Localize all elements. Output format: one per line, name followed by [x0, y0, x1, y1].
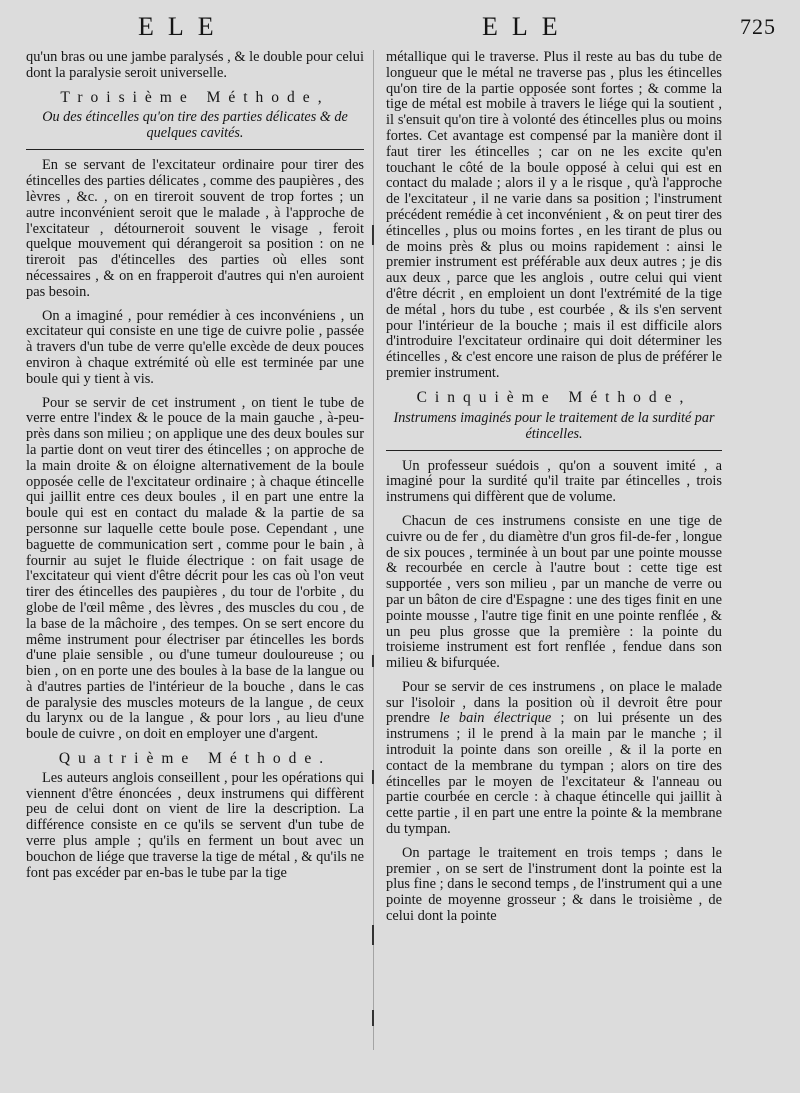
- running-head-left: ELE: [138, 12, 228, 41]
- paragraph: On a imaginé , pour remédier à ces inconvéniens , un excitateur qui consiste en une tige de cuivre polie , passée à travers d'un tube de verre qu'elle excède de deux pouces environ à chaque extrémité où elle est terminée par une boule qui y tient à vis.: [26, 307, 364, 387]
- paragraph: métallique qui le traverse. Plus il reste au bas du tube de longueur que le métal ne traverse pas , plus les étincelles qu'on tire de la partie opposée sont fortes ; & comme la tige de métal est mobile à travers le liége qui la soutient , il s'ensuit qu'on tire à volonté des étincelles plus ou moins fortes. Cet avantage est compensé par la manière dont il faut tirer les étincelles ; car on ne les excite qu'en touchant le côté de la boule opposé à celui qui est en contact du malade ; alors il y a le risque , qu'à l'approche de l'excitateur , il ne varie dans sa position ; l'instrument précédent remédie à cet inconvénient , & on peut tirer des étincelles , plus ou moins fortes , en les tirant de plus ou de moins près & plus ou moins rapidement : ainsi le premier instrument est préférable aux deux autres ; je dis aux deux , parce que les anglois , outre celui qui vient d'être décrit , en emploient un dont l'extrémité de la tige de métal , hors du tube , est courbée , & ils s'en servent pour l'intérieur de la bouche ; mais il est difficile alors d'introduire l'excitateur ordinaire qui doit déterminer les étincelles , & c'est encore une raison de plus de préférer le premier instrument.: [386, 49, 722, 381]
- paragraph: Un professeur suédois , qu'on a souvent imité , a imaginé pour la surdité qu'il traite par étincelles , trois instrumens qui diffèrent que de volume.: [386, 457, 722, 506]
- paragraph-text: ; on lui présente un des instrumens ; il le prend à la main par le manche ; il introduit la pointe dans son oreille , & il la porte en contact de la membrane du tympan ; alors on tire des étincelles par le moyen de l'excitateur & l'anneau ou partie courbée en cercle : à chaque étincelle qui jaillit à cette partie , il en part une entre la pointe & la membrane du tympan.: [386, 710, 722, 838]
- section-heading: Cinquième Méthode,: [416, 388, 692, 406]
- section-heading: Troisième Méthode,: [60, 88, 330, 106]
- paragraph: Les auteurs anglois conseillent , pour les opérations qui viennent d'être énoncées , deux instrumens qui diffèrent peu de celui dont on vient de lire la description. La différence consiste en ce qu'ils se servent d'un tube de verre plus ample ; qu'ils en ferment un bout avec un bouchon de liége que traverse la tige de métal , & qu'ils ne font pas excéder par en-bas le tube par la tige: [26, 769, 364, 881]
- heading-rule: [386, 450, 722, 451]
- column-divider-mark: [372, 655, 374, 667]
- section-heading: Quatrième Méthode.: [58, 750, 332, 768]
- column-divider-mark: [372, 925, 374, 945]
- page-number: 725: [740, 14, 776, 39]
- section-subheading: Ou des étincelles qu'on tire des parties délicates & de quelques cavités.: [42, 109, 348, 142]
- column-divider-mark: [372, 225, 374, 245]
- paragraph: On partage le traitement en trois temps ; dans le premier , on se sert de l'instrument dont la pointe est la plus fine ; dans le second temps , de l'instrument qui a une pointe de moyenne grosseur ; & dans le troisième , de celui dont la pointe: [386, 844, 722, 925]
- paragraph: [386, 680, 722, 838]
- paragraph: qu'un bras ou une jambe paralysés , & le double pour celui dont la paralysie seroit universelle.: [26, 49, 364, 81]
- right-column: [386, 50, 722, 933]
- paragraph: En se servant de l'excitateur ordinaire pour tirer des étincelles des parties délicates , comme des paupières , des lèvres , &c. , on en tireroit souvent de trop fortes ; un autre inconvénient seroit que le malade , à l'approche de l'excitateur , détourneroit souvent le visage , feroit quelque mouvement qui dérangeroit sa position : on ne tireroit pas d'étincelles des parties où elles sont nécessaires , & on en frapperoit d'autres qui n'en auroient pas besoin.: [26, 157, 364, 300]
- section-subheading: Instrumens imaginés pour le traitement de la surdité par étincelles.: [393, 409, 715, 442]
- heading-rule: [26, 149, 364, 150]
- column-divider-mark: [372, 770, 374, 784]
- paragraph: Chacun de ces instrumens consiste en une tige de cuivre ou de fer , du diamètre d'un gros fil-de-fer , longue de six pouces , terminée à un bout par une pointe mousse & recourbée en cercle à l'autre bout : cette tige est supportée , vers son milieu , par un manche de verre ou par un bâton de cire d'Espagne : une des tiges finit en une pointe mousse , l'autre tige finit en une pointe renflée , & un peu plus grosse que la première : la pointe du troisieme instrument est fort renflée , fendue dans son milieu & bifurquée.: [386, 512, 722, 672]
- paragraph-text: Pour se servir de ces instrumens , on place le malade sur l'isoloir , dans la position où il devroit être pour prendre: [386, 678, 722, 727]
- left-column: [26, 50, 364, 889]
- column-divider-mark: [372, 1010, 374, 1026]
- column-divider: [373, 50, 374, 1050]
- emphasis-text: le bain électrique: [439, 710, 552, 727]
- running-head-right: ELE: [482, 12, 572, 41]
- paragraph: Pour se servir de cet instrument , on tient le tube de verre entre l'index & le pouce de la main gauche , à-peu-près dans son milieu ; on applique une des deux boules sur la partie dont on veut tirer des étincelles ; on approche de la main droite & on éloigne alternativement de la boule opposée celle de l'excitateur ordinaire ; à chaque étincelle qui jaillit entre ces deux boules , il en part une entre la boule qui est en contact du malade & la partie de sa personne sur laquelle cette boule pose. Cependant , une baguette de communication sert , comme pour le bain , à fournir au sujet le fluide électrique : on fait usage de l'excitateur qui vient d'être décrit pour les cas où l'on veut tirer des étincelles des paupières , du tour de l'orbite , du globe de l'œil même , des lèvres , des muscles du cou , de la base de la mâchoire , des tempes. On se sert encore du même instrument pour électriser par étincelles les bords d'une plaie sensible , ou d'une tumeur douloureuse ; ou bien , on en porte une des boules à la base de la langue ou à d'autres parties de l'intérieur de la bouche , dans le cas de paralysie des muscles moteurs de la langue , de ceux du larynx ou de la langue , & pour lors , au lieu d'une boule de cuivre , on doit en employer une d'argent.: [26, 394, 364, 743]
